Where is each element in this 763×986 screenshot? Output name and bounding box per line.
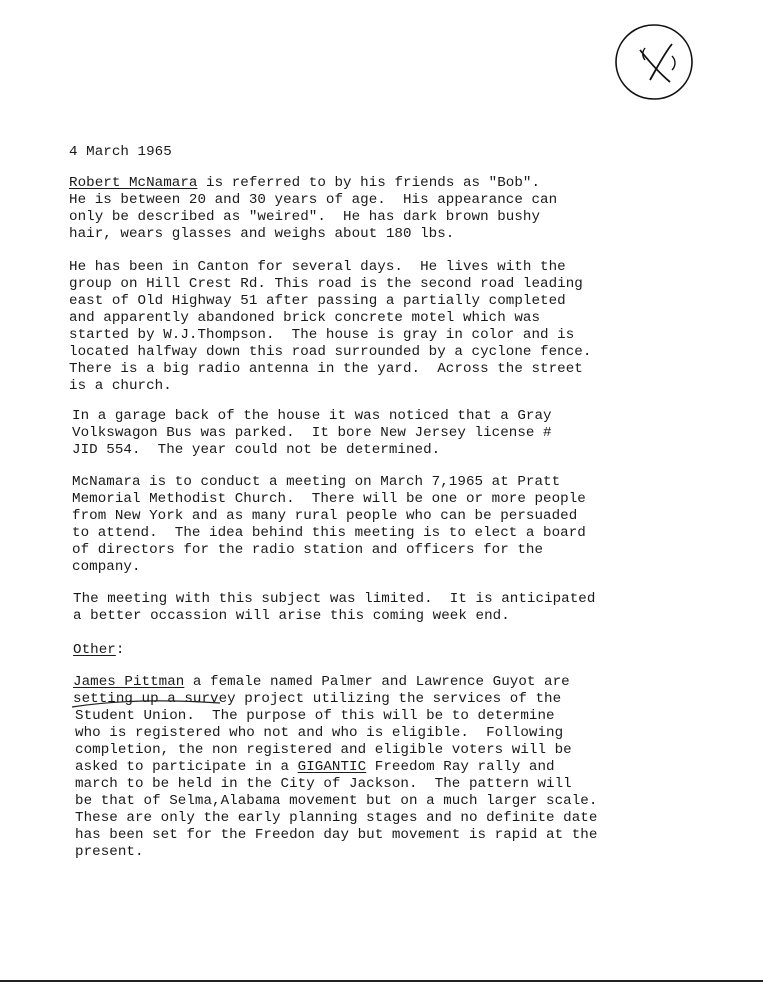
paragraph-1-line-1: Robert McNamara is referred to by his friends as "Bob".	[69, 175, 541, 191]
page-bottom-edge	[0, 980, 763, 982]
paragraph-4-line: Memorial Methodist Church. There will be one or more people	[72, 491, 586, 507]
paragraph-2-line: group on Hill Crest Rd. This road is the second road leading	[69, 276, 583, 292]
paragraph-6-line-11: present.	[75, 844, 144, 860]
paragraph-6-line-10: has been set for the Freedon day but movement is rapid at the	[75, 827, 598, 843]
subject-name-robert-mcnamara: Robert McNamara	[69, 175, 198, 191]
paragraph-3-line: In a garage back of the house it was noticed that a Gray	[72, 408, 552, 424]
paragraph-4-line: of directors for the radio station and officers for the	[72, 542, 544, 558]
paragraph-6-line-7: march to be held in the City of Jackson. The pattern will	[75, 776, 572, 792]
paragraph-3-line: Volkswagon Bus was parked. It bore New Jersey license #	[72, 425, 552, 441]
paragraph-2-line: and apparently abandoned brick concrete motel which was	[69, 310, 541, 326]
paragraph-6-line-3: Student Union. The purpose of this will be to determine	[75, 708, 555, 724]
paragraph-5-line: The meeting with this subject was limited. It is anticipated	[73, 591, 596, 607]
gigantic-underlined-word: GIGANTIC	[297, 759, 367, 775]
subject-name-james-pittman: James Pittman	[73, 674, 185, 690]
paragraph-2-line: started by W.J.Thompson. The house is gray in color and is	[69, 327, 575, 343]
paragraph-4-line: company.	[72, 559, 141, 575]
handwritten-strike-mark	[70, 697, 230, 711]
paragraph-4-line: from New York and as many rural people who can be persuaded	[72, 508, 578, 524]
paragraph-3-line: JID 554. The year could not be determined.	[72, 442, 441, 458]
paragraph-4-line: to attend. The idea behind this meeting is to elect a board	[72, 525, 586, 541]
paragraph-6-line-6: asked to participate in a GIGANTIC Freedom Ray rally and	[75, 759, 555, 775]
paragraph-2-line: located halfway down this road surrounded by a cyclone fence.	[69, 344, 592, 360]
paragraph-1-line-4: hair, wears glasses and weighs about 180 lbs.	[69, 226, 455, 242]
paragraph-4-line: McNamara is to conduct a meeting on March 7,1965 at Pratt	[72, 474, 561, 490]
paragraph-6-line-8: be that of Selma,Alabama movement but on a much larger scale.	[75, 793, 598, 809]
paragraph-2-line: is a church.	[69, 378, 172, 394]
paragraph-6-line-2: setting up a survey project utilizing the services of the	[73, 691, 562, 707]
paragraph-6-line-1: James Pittman a female named Palmer and Lawrence Guyot are	[73, 674, 570, 690]
paragraph-5-line: a better occassion will arise this coming week end.	[73, 608, 510, 624]
paragraph-2-line: He has been in Canton for several days. He lives with the	[69, 259, 566, 275]
paragraph-1-line-3: only be described as "weired". He has dark brown bushy	[69, 209, 541, 225]
paragraph-1-line-2: He is between 20 and 30 years of age. His appearance can	[69, 192, 558, 208]
paragraph-6-line-5: completion, the non registered and eligible voters will be	[75, 742, 572, 758]
circled-x-mark	[612, 20, 696, 104]
paragraph-6-line-4: who is registered who not and who is eligible. Following	[75, 725, 564, 741]
paragraph-6-line-9: These are only the early planning stages and no definite date	[75, 810, 598, 826]
paragraph-2-line: There is a big radio antenna in the yard. Across the street	[69, 361, 583, 377]
other-section-heading: Other:	[73, 642, 125, 658]
paragraph-2-line: east of Old Highway 51 after passing a partially completed	[69, 293, 566, 309]
document-date: 4 March 1965	[69, 144, 172, 160]
